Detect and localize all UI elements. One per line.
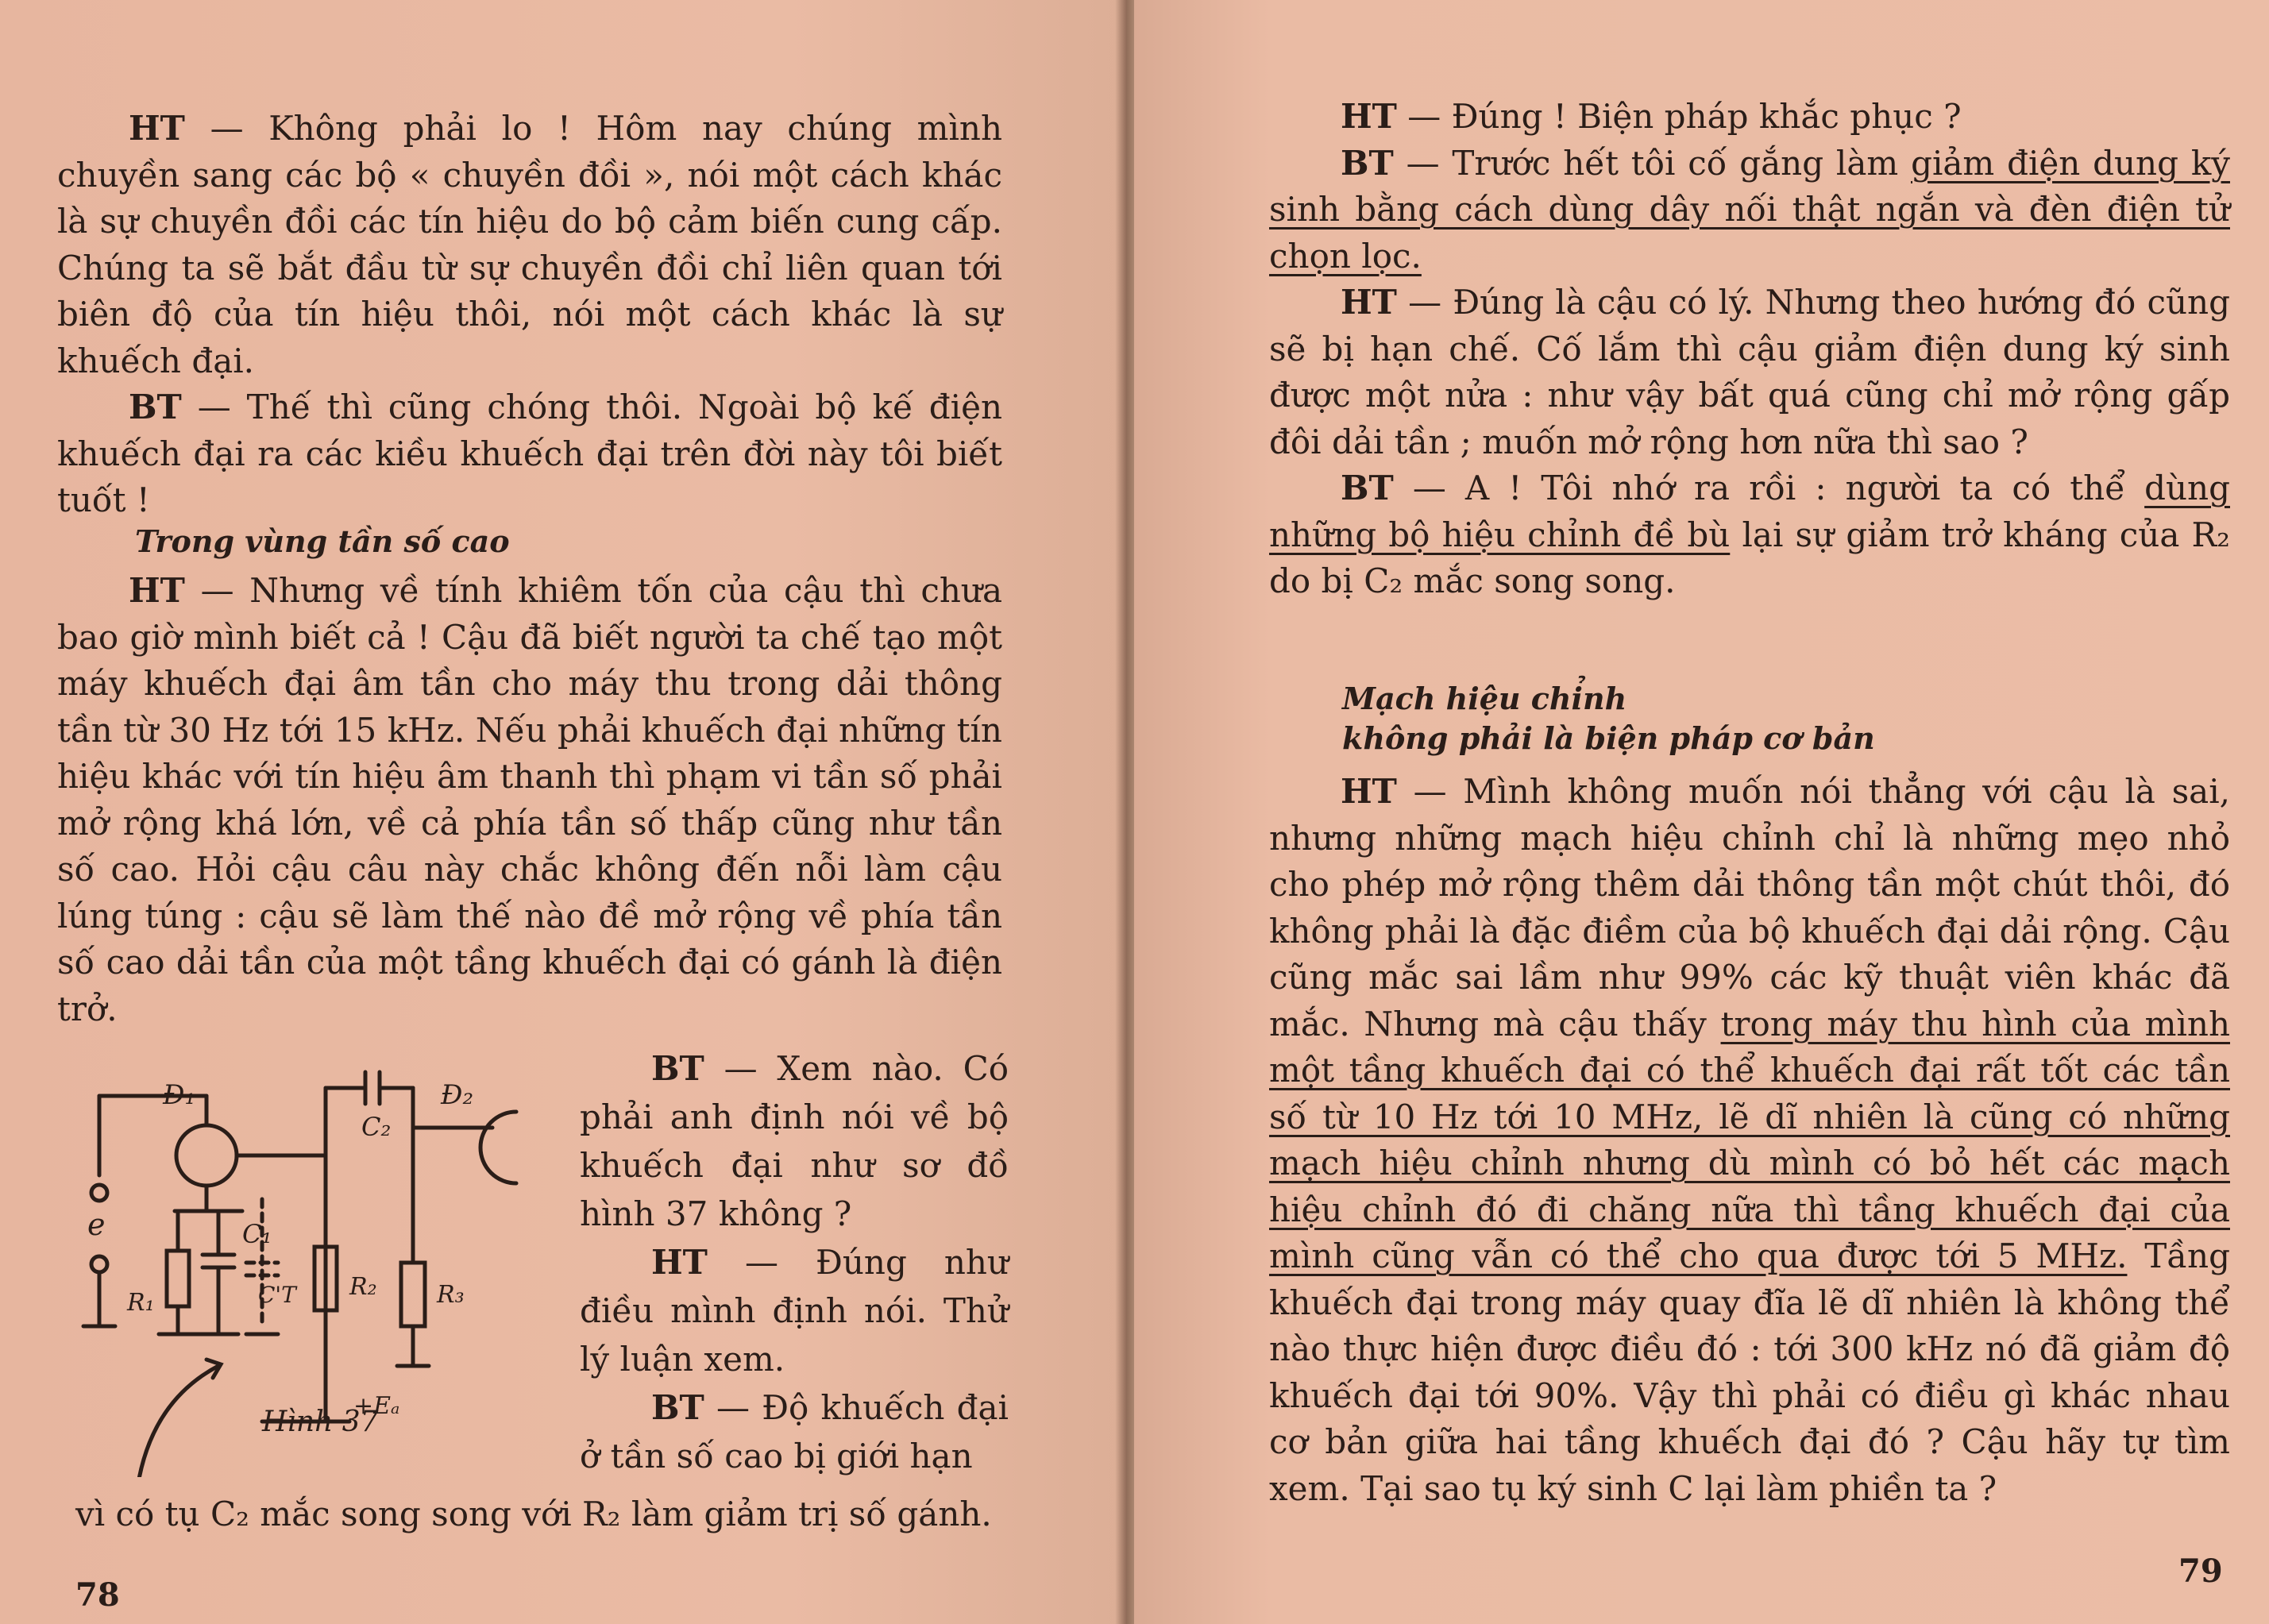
paragraph <box>1269 465 2230 605</box>
heading-line-1: Mạch hiệu chỉnh <box>1342 681 1627 716</box>
label-r1: R₁ <box>127 1289 155 1317</box>
left-text-block <box>57 106 1002 524</box>
paragraph-text: — Đúng ! Biện pháp khắc phục ? <box>1396 97 1962 136</box>
paragraph-text: — Đúng là cậu có lý. Nhưng theo hướng đó cũng sẽ bị hạn chế. Cố lắm thì cậu giảm điện dung ký sinh được một nửa : như vậy bất quá cũng chỉ mở rộng gấp đôi dải tần ; muốn mở rộng hơn nữa thì sao ? <box>1269 283 2230 461</box>
speaker-label: HT <box>1341 97 1397 136</box>
paragraph <box>57 384 1002 524</box>
right-text-block <box>1269 94 2230 605</box>
label-c1: C₁ <box>242 1219 272 1249</box>
paragraph <box>1269 769 2230 1512</box>
figure-caption: Hình 37 <box>262 1406 379 1438</box>
speaker-label: BT <box>1341 469 1394 507</box>
side-text-block <box>580 1044 1009 1480</box>
paragraph-text: — Không phải lo ! Hôm nay chúng mình chuyền sang các bộ « chuyền đồi », nói một cách khác là sự chuyền đồi các tín hiệu do bộ cảm biến cung cấp. Chúng ta sẽ bắt đầu từ sự chuyền đồi chỉ liên quan tới biên độ của tín hiệu thôi, nói một cách khác là sự khuếch đại. <box>57 109 1002 380</box>
speaker-label: BT <box>651 1049 704 1088</box>
paragraph <box>580 1383 1009 1480</box>
paragraph-text: Tầng khuếch đại trong máy quay đĩa lẽ dĩ nhiên là không thể nào thực hiện được điều đó : tới 300 kHz nó đã giảm độ khuếch đại tới 90%. Vậy thì phải có điều gì khác nhau cơ bản giữa hai tầng khuếch đại đó ? Cậu hãy tự tìm xem. Tại sao tụ ký sinh C lại làm phiền ta ? <box>1269 1236 2230 1508</box>
speaker-label: HT <box>651 1243 708 1282</box>
paragraph-text: — Độ khuếch đại ở tần số cao bị giới hạn <box>580 1388 1009 1475</box>
paragraph <box>1269 280 2230 465</box>
paragraph <box>580 1044 1009 1238</box>
section-heading: Trong vùng tần số cao <box>135 523 510 559</box>
label-d1: Đ₁ <box>163 1079 196 1111</box>
paragraph-text: — Trước hết tôi cố gắng làm <box>1393 143 1912 183</box>
speaker-label: BT <box>129 388 182 426</box>
paragraph-text: — A ! Tôi nhớ ra rồi : người ta có thể <box>1393 469 2145 507</box>
right-text-block-2 <box>1269 769 2230 1512</box>
section-heading <box>1342 679 2057 758</box>
left-page <box>0 0 1126 1624</box>
paragraph-text: — Xem nào. Có phải anh định nói về bộ khuếch đại như sơ đồ hình 37 không ? <box>580 1049 1009 1233</box>
page-number-right: 79 <box>2178 1553 2223 1590</box>
speaker-label: HT <box>129 109 185 148</box>
left-text-block-2 <box>57 568 1002 1032</box>
underlined-text: dùng những bộ hiệu chỉnh đề bù <box>1269 469 2230 554</box>
paragraph-text: — Mình không muốn nói thẳng với cậu là sai, nhưng những mạch hiệu chỉnh chỉ là những mẹo nhỏ cho phép mở rộng thêm dải thông tần một chút thôi, đó không phải là đặc điềm của bộ khuếch đại dải rộng. Cậu cũng mắc sai lầm như 99% các kỹ thuật viên khác đã mắc. Nhưng mà cậu thấy <box>1269 772 2230 1043</box>
tail-line: vì có tụ C₂ mắc song song với R₂ làm giảm trị số gánh. <box>75 1495 992 1533</box>
page-number-left: 78 <box>75 1576 120 1614</box>
speaker-label: HT <box>1341 772 1397 811</box>
speaker-label: HT <box>129 571 185 610</box>
paragraph-text: — Nhưng về tính khiêm tốn của cậu thì chưa bao giờ mình biết cả ! Cậu đã biết người ta chế tạo một máy khuếch đại âm tần cho máy thu trong dải thông tần từ 30 Hz tới 15 kHz. Nếu phải khuếch đại những tín hiệu khác với tín hiệu âm thanh thì phạm vi tần số phải mở rộng khá lớn, về cả phía tần số thấp cũng như tần số cao. Hỏi cậu câu này chắc không đến nỗi làm cậu lúng túng : cậu sẽ làm thế nào đề mở rộng về phía tần số cao dải tần của một tầng khuếch đại có gánh là điện trở. <box>57 571 1002 1028</box>
speaker-label: BT <box>1341 143 1394 183</box>
paragraph-text: — Đúng như điều mình định nói. Thử lý luận xem. <box>580 1243 1009 1379</box>
label-c2: C₂ <box>361 1112 392 1142</box>
paragraph <box>580 1238 1009 1383</box>
label-d2: Đ₂ <box>441 1079 474 1111</box>
label-r3: R₃ <box>437 1281 465 1309</box>
paragraph-text: lại sự giảm trở kháng của R₂ do bị C₂ mắc song song. <box>1269 515 2231 600</box>
speaker-label: BT <box>651 1388 704 1427</box>
right-page <box>1134 0 2269 1624</box>
paragraph <box>1269 141 2230 280</box>
heading-line-2: không phải là biện pháp cơ bản <box>1342 720 1875 756</box>
speaker-label: HT <box>1341 283 1397 322</box>
paragraph <box>57 106 1002 384</box>
paragraph <box>1269 94 2230 141</box>
label-r2: R₂ <box>349 1273 377 1301</box>
paragraph-text: — Thế thì cũng chóng thôi. Ngoài bộ kế điện khuếch đại ra các kiều khuếch đại trên đời này tôi biết tuốt ! <box>57 388 1002 519</box>
underlined-text: giảm điện dung ký sinh bằng cách dùng dây nối thật ngắn và đèn điện tử chọn lọc. <box>1269 143 2230 276</box>
label-ct: C'T <box>258 1282 296 1308</box>
paragraph <box>57 568 1002 1032</box>
underlined-text: trong máy thu hình của mình một tầng khuếch đại có thể khuếch đại rất tốt các tần số từ 10 Hz tới 10 MHz, lẽ dĩ nhiên là cũng có những mạch hiệu chỉnh nhưng dù mình có bỏ hết các mạch hiệu chỉnh đó đi chăng nữa thì tầng khuếch đại của mình cũng vẫn có thể cho qua được tới 5 MHz. <box>1269 1004 2230 1275</box>
label-e: e <box>87 1207 106 1242</box>
label-ea: +Eₐ <box>353 1392 400 1420</box>
